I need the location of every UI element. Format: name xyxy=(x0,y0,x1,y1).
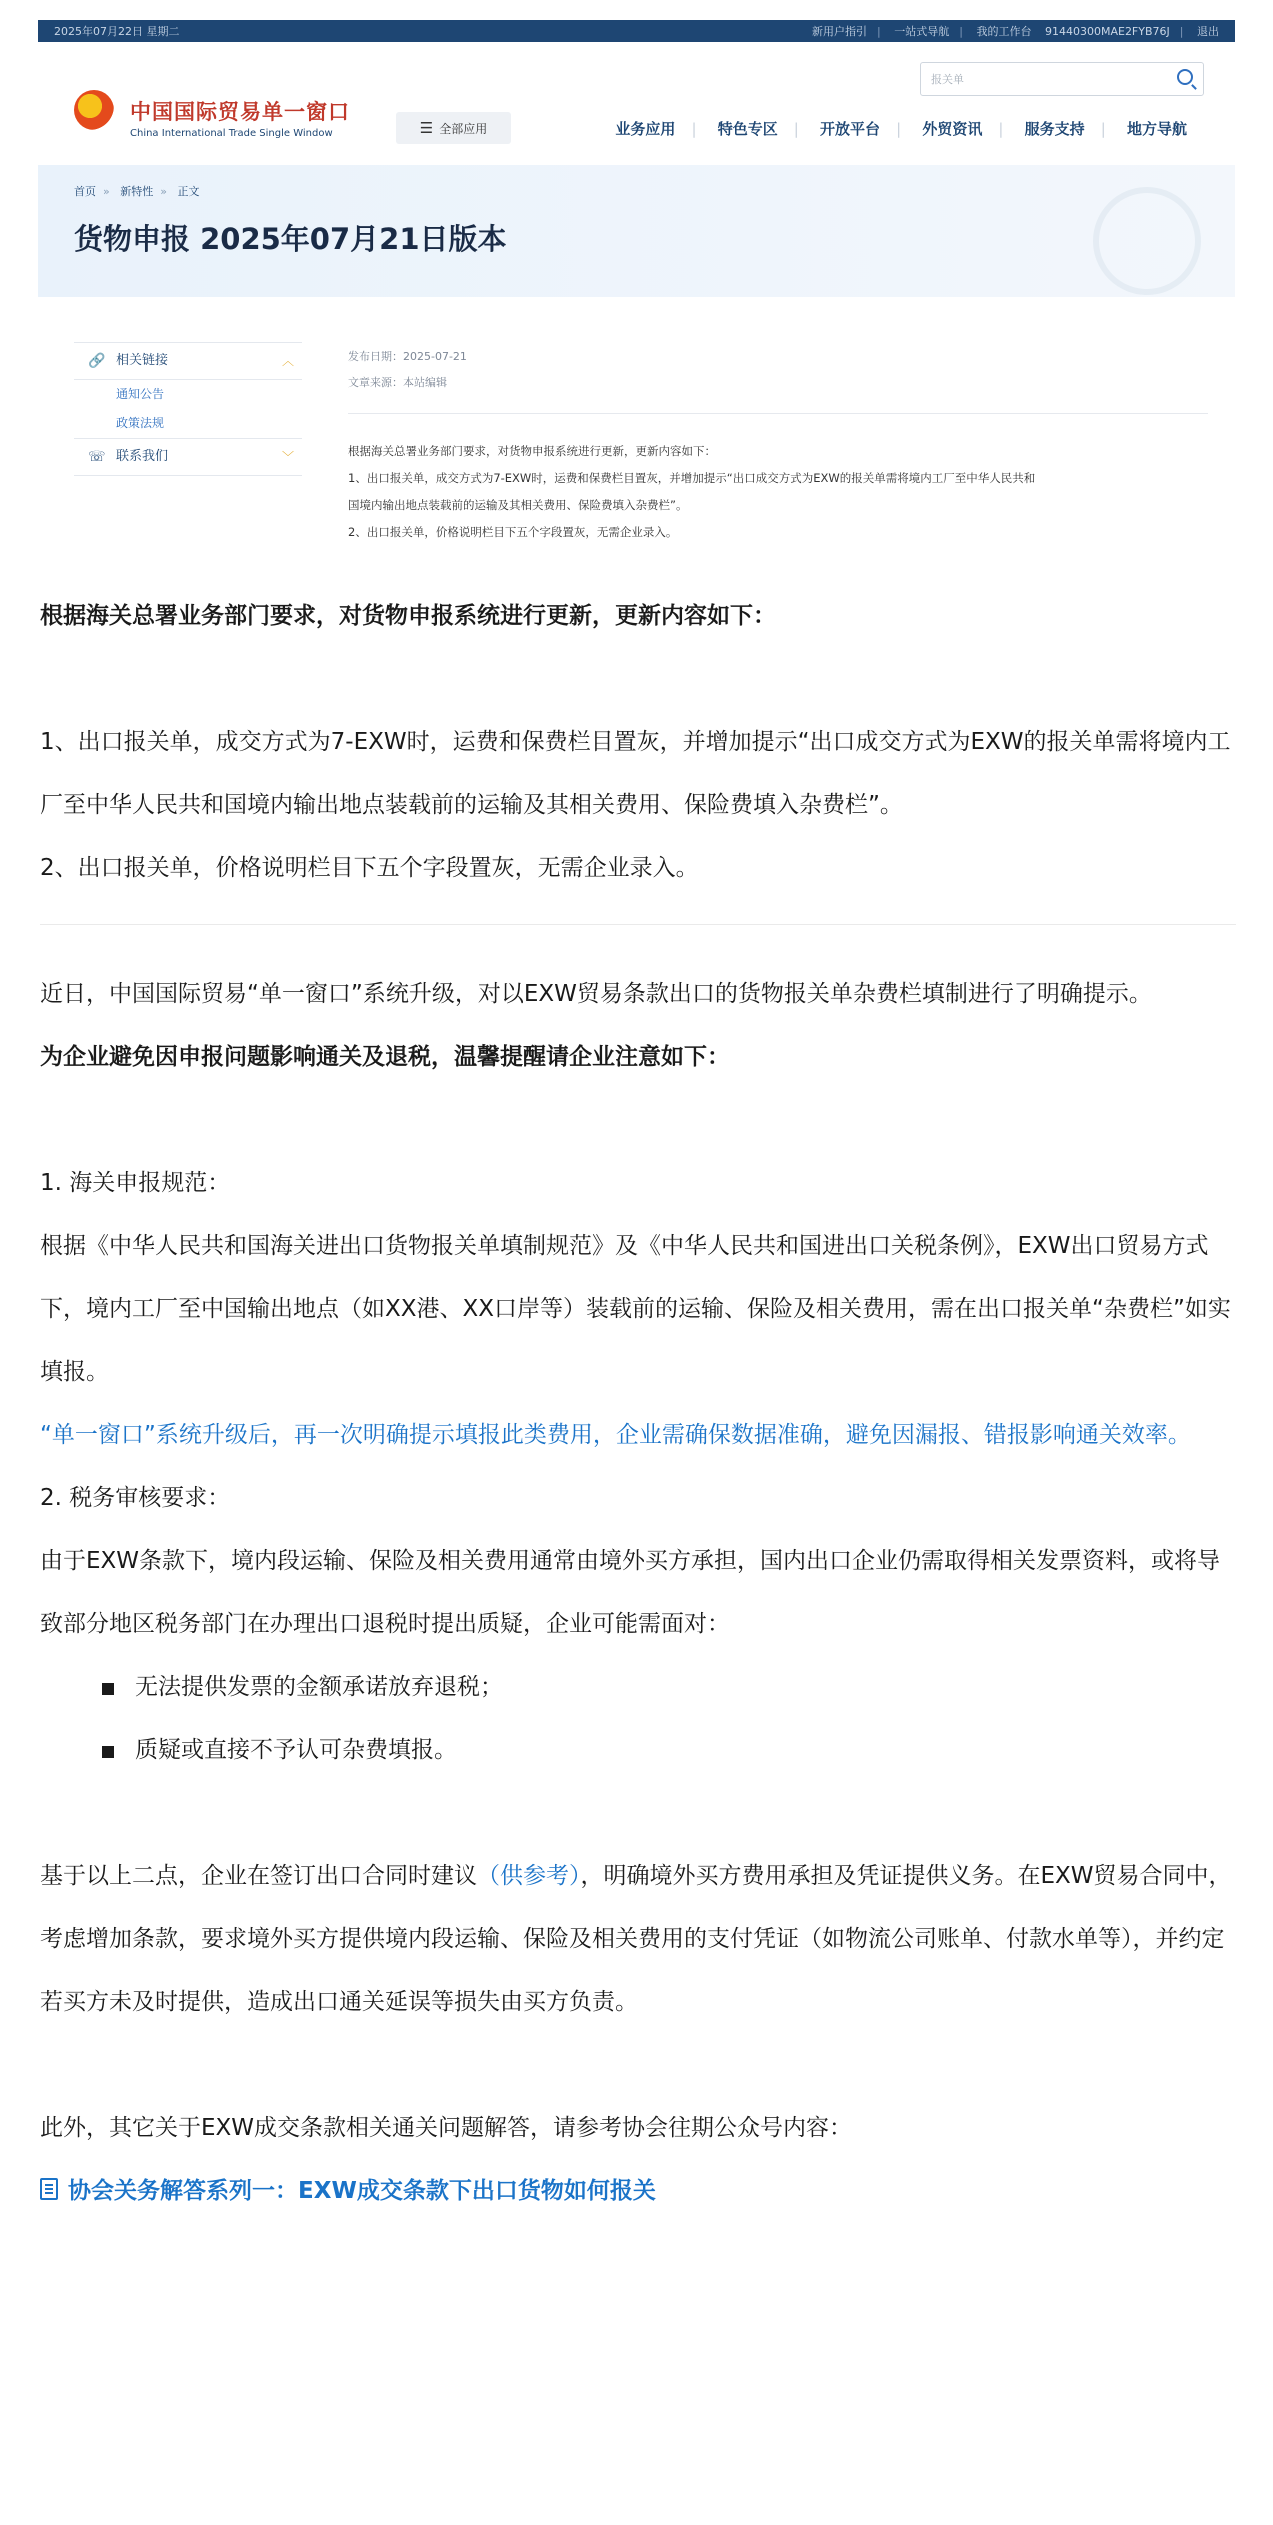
advice-text-end: ，明确境外买方费用承担及凭证提供义务。在EXW贸易合同中，考虑增加条款，要求境外买方提供境内段运输、保险及相关费用的支付凭证（如物流公司账单、付款水单等），并约定若买方未及时提供，造成出口通关延误等损失由买方负责。 xyxy=(40,1863,1232,2015)
document-icon xyxy=(40,2178,58,2200)
search-icon[interactable] xyxy=(1177,69,1193,85)
topbar-link-workbench[interactable]: 我的工作台 xyxy=(976,25,1032,38)
logo-title-en: China International Trade Single Window xyxy=(130,128,333,139)
chevron-down-icon: ﹀ xyxy=(281,450,294,464)
section-1-highlight: “单一窗口”系统升级后，再一次明确提示填报此类费用，企业需确保数据准确，避免因漏报、错报影响通关效率。 xyxy=(40,1422,1191,1448)
related-article-link[interactable] xyxy=(40,2160,1240,2223)
article-meta xyxy=(348,344,467,396)
topbar-links: 新用户指引 | 一站式导航 | 我的工作台 91440300MAE2FYB76J | 退出 xyxy=(812,25,1219,38)
sidebar-subitem-notices[interactable]: 通知公告 xyxy=(116,387,165,401)
breadcrumb-home[interactable]: 首页 xyxy=(74,185,96,198)
article-heading-reminder: 为企业避免因申报问题影响通关及退税，温馨提醒请企业注意如下： xyxy=(40,1044,730,1070)
menu-icon: ☰ xyxy=(419,119,434,137)
article-heading-update: 根据海关总署业务部门要求，对货物申报系统进行更新，更新内容如下： xyxy=(40,603,776,629)
breadcrumb-current: 正文 xyxy=(177,185,200,198)
portal-article-body xyxy=(348,438,1218,546)
page-title: 货物申报 2025年07月21日版本 xyxy=(74,222,507,256)
sidebar-item-label: 相关链接 xyxy=(116,353,169,368)
phone-icon: ☏ xyxy=(88,449,106,465)
nav-item-trade-news[interactable]: 外贸资讯 xyxy=(922,120,983,138)
main-nav: 业务应用 | 特色专区 | 开放平台 | 外贸资讯 | 服务支持 | 地方导航 xyxy=(615,120,1187,138)
portal-body-line: 根据海关总署业务部门要求，对货物申报系统进行更新，更新内容如下： xyxy=(348,444,716,458)
portal-body-line: 国境内输出地点装载前的运输及其相关费用、保险费填入杂费栏”。 xyxy=(348,498,688,512)
divider xyxy=(348,413,1208,414)
sidebar-item-contact[interactable] xyxy=(74,438,302,476)
section-2-text: 由于EXW条款下，境内段运输、保险及相关费用通常由境外买方承担，国内出口企业仍需取得相关发票资料，或将导致部分地区税务部门在办理出口退税时提出质疑，企业可能需面对： xyxy=(40,1548,1221,1637)
topbar-date: 2025年07月22日 星期二 xyxy=(54,25,180,38)
advice-paragraph xyxy=(40,1845,1240,2034)
logo-title-cn[interactable]: 中国国际贸易单一窗口 xyxy=(130,100,350,124)
nav-item-open-platform[interactable]: 开放平台 xyxy=(820,120,881,138)
sidebar-subitem-policies[interactable]: 政策法规 xyxy=(116,416,165,430)
portal-screenshot xyxy=(38,20,1235,550)
all-apps-button[interactable] xyxy=(396,112,511,144)
search-input[interactable] xyxy=(920,62,1204,96)
portal-body-line: 1、出口报关单，成交方式为7-EXW时，运费和保费栏目置灰，并增加提示“出口成交方式为EXW的报关单需将境内工厂至中华人民共和 xyxy=(348,471,1036,485)
sidebar-item-label: 联系我们 xyxy=(116,449,169,464)
section-1-title: 1. 海关申报规范： xyxy=(40,1170,231,1196)
emblem-watermark-icon xyxy=(1093,187,1201,295)
page-banner xyxy=(38,165,1235,297)
nav-item-featured[interactable]: 特色专区 xyxy=(717,120,778,138)
publish-date: 发布日期：2025-07-21 xyxy=(348,350,467,363)
list-item: 质疑或直接不予认可杂费填报。 xyxy=(40,1719,1240,1782)
section-1-text: 根据《中华人民共和国海关进出口货物报关单填制规范》及《中华人民共和国进出口关税条例》，EXW出口贸易方式下，境内工厂至中国输出地点（如XX港、XX口岸等）装载前的运输、保险及相关费用，需在出口报关单“杂费栏”如实填报。 xyxy=(40,1233,1231,1385)
sidebar xyxy=(74,342,302,476)
list-item: 无法提供发票的金额承诺放弃退税； xyxy=(40,1656,1240,1719)
sidebar-item-related-links[interactable] xyxy=(74,342,302,380)
section-2-title: 2. 税务审核要求： xyxy=(40,1485,231,1511)
closing-text: 此外，其它关于EXW成交条款相关通关问题解答，请参考协会往期公众号内容： xyxy=(40,2115,853,2141)
breadcrumb: 首页 » 新特性 » 正文 xyxy=(74,185,200,198)
chevron-up-icon: ︿ xyxy=(281,354,294,368)
article xyxy=(40,585,1240,2223)
portal-body-line: 2、出口报关单，价格说明栏目下五个字段置灰，无需企业录入。 xyxy=(348,525,678,539)
related-article-link-label: 协会关务解答系列一：EXW成交条款下出口货物如何报关 xyxy=(68,2178,656,2204)
link-icon: 🔗 xyxy=(88,353,106,369)
topbar-link-nav[interactable]: 一站式导航 xyxy=(894,25,950,38)
topbar-link-logout[interactable]: 退出 xyxy=(1197,25,1219,38)
article-intro: 近日，中国国际贸易“单一窗口”系统升级，对以EXW贸易条款出口的货物报关单杂费栏填制进行了明确提示。 xyxy=(40,981,1152,1007)
divider xyxy=(40,924,1236,925)
nav-item-local[interactable]: 地方导航 xyxy=(1126,120,1187,138)
breadcrumb-features[interactable]: 新特性 xyxy=(120,185,154,198)
search-placeholder: 报关单 xyxy=(931,73,964,86)
article-source: 文章来源：本站编辑 xyxy=(348,376,447,389)
topbar-account-id: 91440300MAE2FYB76J xyxy=(1044,25,1170,38)
reference-note: （供参考） xyxy=(477,1863,581,1889)
advice-text-start: 基于以上二点，企业在签订出口合同时建议 xyxy=(40,1863,477,1889)
single-window-logo-icon[interactable] xyxy=(74,90,114,130)
topbar-link-guide[interactable]: 新用户指引 xyxy=(812,25,868,38)
nav-item-business[interactable]: 业务应用 xyxy=(615,120,676,138)
article-update-item-2: 2、出口报关单，价格说明栏目下五个字段置灰，无需企业录入。 xyxy=(40,855,699,881)
portal-topbar xyxy=(38,20,1235,42)
nav-item-support[interactable]: 服务支持 xyxy=(1024,120,1085,138)
article-update-item-1: 1、出口报关单，成交方式为7-EXW时，运费和保费栏目置灰，并增加提示“出口成交方式为EXW的报关单需将境内工厂至中华人民共和国境内输出地点装载前的运输及其相关费用、保险费填入杂费栏”。 xyxy=(40,729,1231,818)
all-apps-label: 全部应用 xyxy=(439,122,488,136)
